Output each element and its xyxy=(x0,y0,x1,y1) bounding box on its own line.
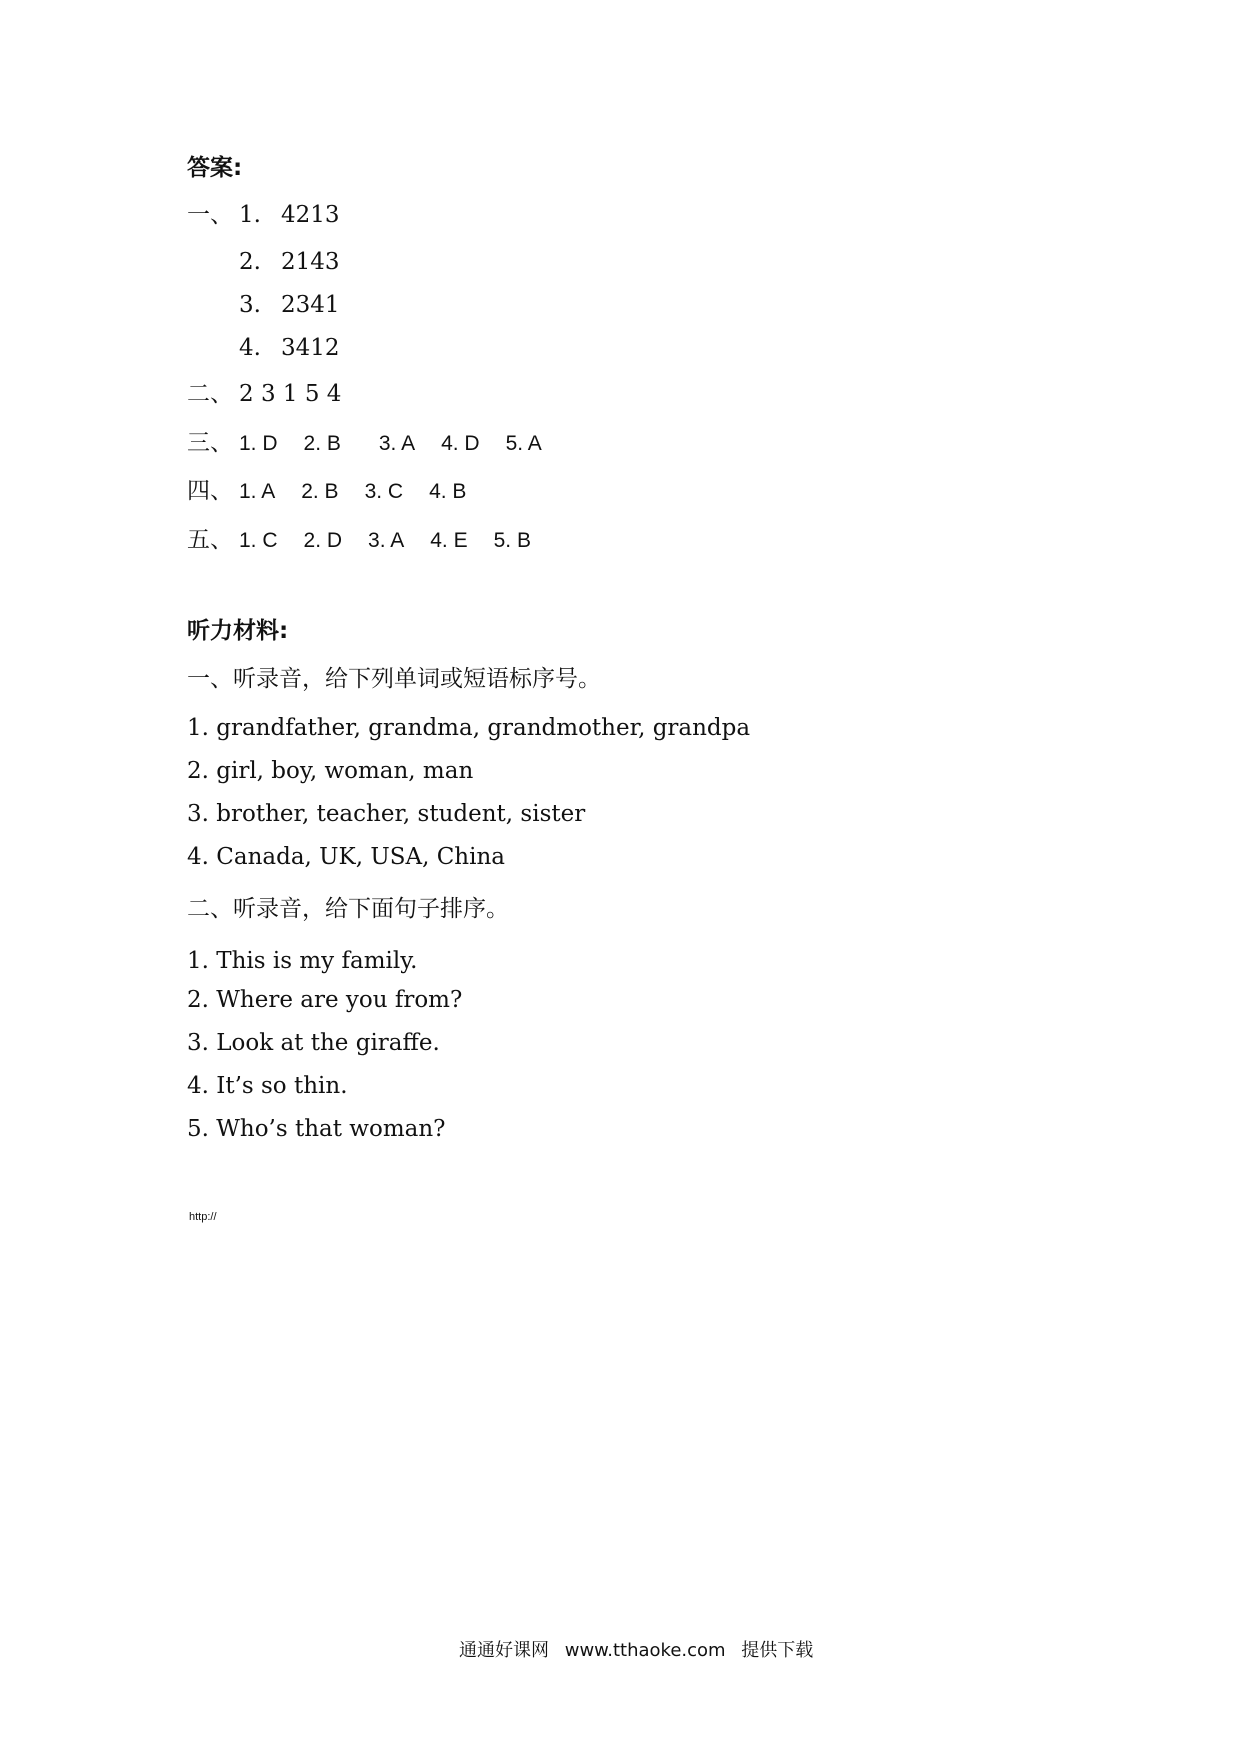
section-prefix: 三、 xyxy=(187,430,233,456)
section-prefix: 四、 xyxy=(187,478,233,504)
answers-section-1-item-3 xyxy=(239,290,340,320)
item-number: 4. xyxy=(239,335,261,361)
listening-part-1-heading: 一、听录音，给下列单词或短语标序号。 xyxy=(187,666,601,692)
page-footer xyxy=(459,1639,823,1663)
answer-option: 2. D xyxy=(303,529,343,552)
section-value: 2 3 1 5 4 xyxy=(239,381,342,407)
answer-option: 1. C xyxy=(239,529,278,552)
answer-option: 4. B xyxy=(429,480,467,503)
item-number: 3. xyxy=(239,292,261,318)
answer-option: 5. B xyxy=(493,529,531,552)
item-value: 2143 xyxy=(281,249,340,275)
listening-part-2-item: 4. It’s so thin. xyxy=(187,1073,348,1099)
answers-section-3 xyxy=(187,428,568,459)
answers-section-2 xyxy=(187,379,341,409)
listening-part-1-item: 1. grandfather, grandma, grandmother, grandpa xyxy=(187,715,751,741)
answers-section-1-item-1 xyxy=(187,200,340,230)
answer-option: 4. E xyxy=(430,529,468,552)
answer-option: 2. B xyxy=(301,480,339,503)
answer-option: 1. D xyxy=(239,432,278,455)
answers-section-4 xyxy=(187,476,492,507)
section-prefix: 一、 xyxy=(187,202,233,228)
item-number: 1. xyxy=(239,202,261,228)
footer-site-name: 通通好课网 xyxy=(459,1640,549,1661)
listening-part-1-item: 2. girl, boy, woman, man xyxy=(187,758,474,784)
answers-section-1-item-2 xyxy=(239,247,340,277)
item-number: 2. xyxy=(239,249,261,275)
footer-suffix: 提供下载 xyxy=(741,1640,814,1661)
footer-site-url[interactable]: www.tthaoke.com xyxy=(564,1640,726,1661)
section-prefix: 二、 xyxy=(187,381,233,407)
listening-part-2-item: 5. Who’s that woman? xyxy=(187,1116,446,1142)
listening-part-2-item: 1. This is my family. xyxy=(187,948,418,974)
listening-part-2-heading: 二、听录音，给下面句子排序。 xyxy=(187,896,509,922)
item-value: 4213 xyxy=(281,202,340,228)
url-text: http:// xyxy=(189,1211,217,1223)
answer-option: 3. A xyxy=(378,432,416,455)
answers-section-1-item-4 xyxy=(239,333,340,363)
item-value: 3412 xyxy=(281,335,340,361)
listening-part-2-item: 2. Where are you from? xyxy=(187,987,463,1013)
answer-option: 3. A xyxy=(368,529,405,552)
answer-option: 1. A xyxy=(239,480,276,503)
answer-option: 5. A xyxy=(505,432,542,455)
answers-title: 答案: xyxy=(187,155,243,181)
answer-option: 2. B xyxy=(303,432,341,455)
answers-section-5 xyxy=(187,525,557,556)
answer-option: 3. C xyxy=(364,480,404,503)
listening-part-1-item: 3. brother, teacher, student, sister xyxy=(187,801,586,827)
item-value: 2341 xyxy=(281,292,340,318)
listening-title: 听力材料: xyxy=(187,618,289,644)
section-prefix: 五、 xyxy=(187,527,233,553)
answer-option: 4. D xyxy=(441,432,480,455)
listening-part-1-item: 4. Canada, UK, USA, China xyxy=(187,844,506,870)
listening-part-2-item: 3. Look at the giraffe. xyxy=(187,1030,440,1056)
